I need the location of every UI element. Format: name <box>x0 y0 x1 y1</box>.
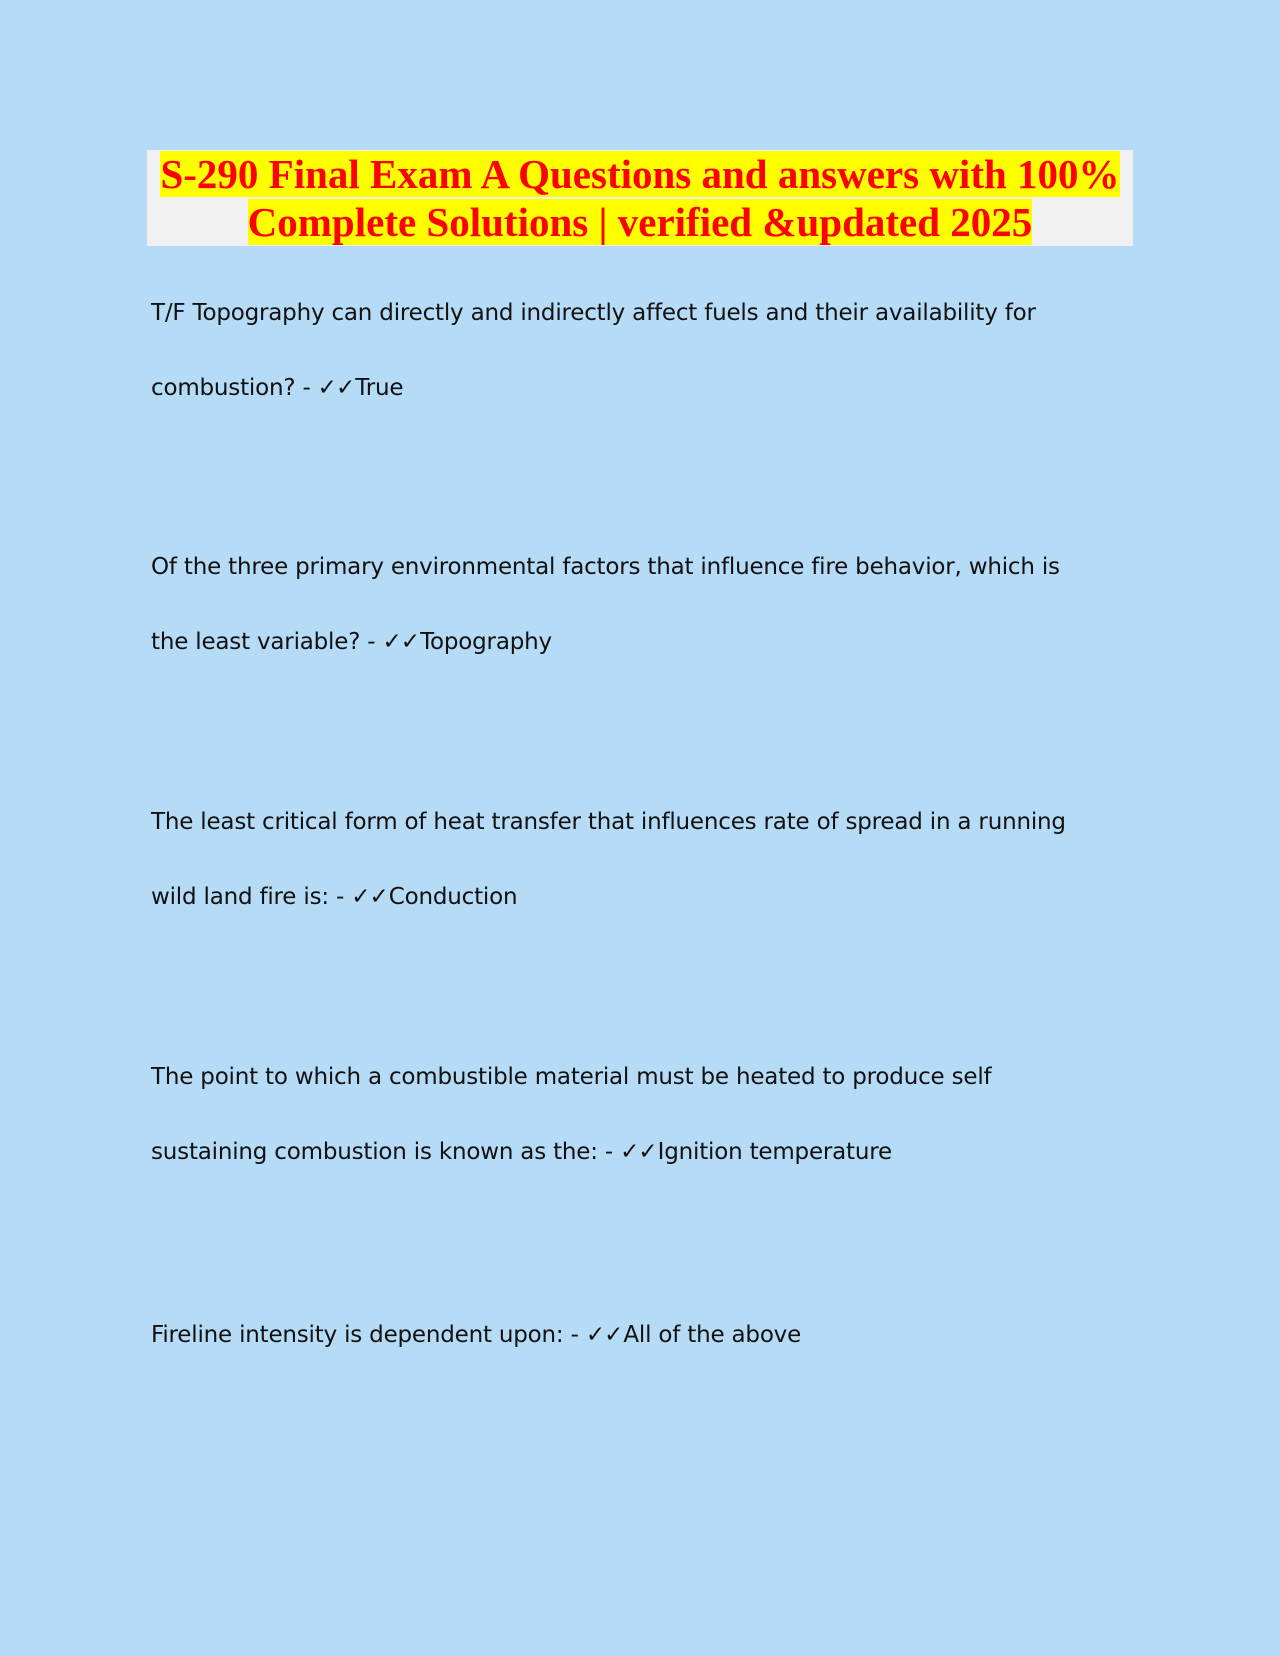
document-title <box>147 150 1133 246</box>
question-text: Fireline intensity is dependent upon: - ✓✓All of the above <box>151 1322 802 1348</box>
answer-text: Ignition temperature <box>657 1139 892 1165</box>
answer-text: True <box>355 375 404 401</box>
question-text: Of the three primary environmental factors that influence fire behavior, which is <box>151 554 1060 580</box>
qa-item-2 <box>151 530 1141 680</box>
qa-item-4 <box>151 1040 1141 1190</box>
question-text-continued: sustaining combustion is known as the: - ✓✓Ignition temperature <box>151 1139 892 1165</box>
qa-item-3 <box>151 785 1141 935</box>
question-text: T/F Topography can directly and indirectly affect fuels and their availability for <box>151 300 1036 326</box>
double-check-icon: ✓✓ <box>585 1322 623 1348</box>
double-check-icon: ✓✓ <box>620 1139 657 1165</box>
double-check-icon: ✓✓ <box>317 375 355 401</box>
question-text: The point to which a combustible material must be heated to produce self <box>151 1064 992 1090</box>
double-check-icon: ✓✓ <box>382 629 420 655</box>
answer-text: Topography <box>420 629 552 655</box>
question-text-continued: the least variable? - ✓✓Topography <box>151 629 552 655</box>
qa-item-5 <box>151 1298 1141 1373</box>
title-line-1: S-290 Final Exam A Questions and answers with 100% <box>160 151 1120 197</box>
double-check-icon: ✓✓ <box>351 884 388 910</box>
question-text: The least critical form of heat transfer that influences rate of spread in a running <box>151 809 1066 835</box>
title-line-2: Complete Solutions | verified &updated 2025 <box>247 199 1033 245</box>
answer-text: Conduction <box>388 884 518 910</box>
answer-text: All of the above <box>623 1322 802 1348</box>
question-text-continued: wild land fire is: - ✓✓Conduction <box>151 884 518 910</box>
qa-item-1 <box>151 276 1141 426</box>
question-text-continued: combustion? - ✓✓True <box>151 375 404 401</box>
